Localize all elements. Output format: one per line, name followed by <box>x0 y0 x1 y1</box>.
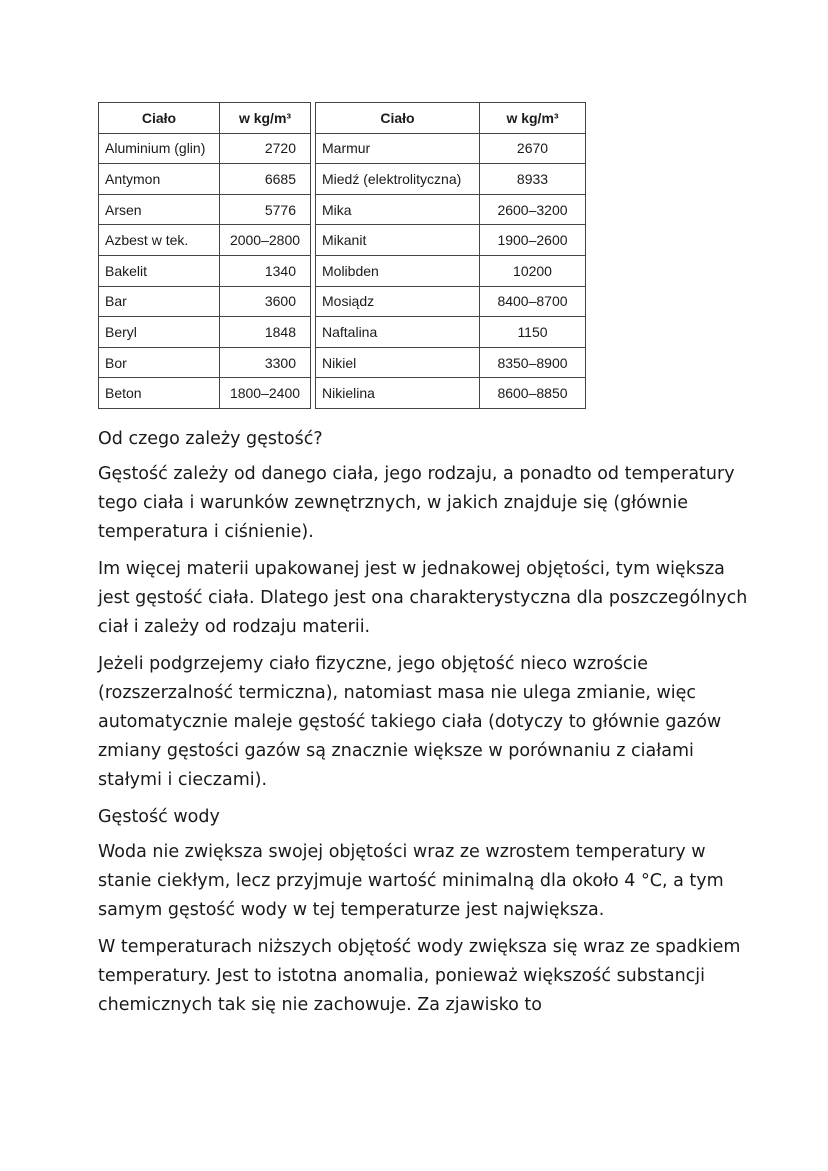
body-name: Beryl <box>99 317 220 348</box>
column-header-body: Ciało <box>99 103 220 134</box>
density-value: 2670 <box>480 133 586 164</box>
density-value: 1900–2600 <box>480 225 586 256</box>
table-row <box>99 225 311 256</box>
body-name: Aluminium (glin) <box>99 133 220 164</box>
density-value: 5776 <box>220 194 311 225</box>
body-name: Marmur <box>316 133 480 164</box>
body-name: Bar <box>99 286 220 317</box>
column-header-body: Ciało <box>316 103 480 134</box>
table-row <box>316 225 586 256</box>
body-name: Beton <box>99 378 220 409</box>
density-value: 3600 <box>220 286 311 317</box>
body-name: Azbest w tek. <box>99 225 220 256</box>
density-value: 2600–3200 <box>480 194 586 225</box>
table-row <box>99 317 311 348</box>
density-value: 1800–2400 <box>220 378 311 409</box>
body-name: Molibden <box>316 255 480 286</box>
table-row <box>99 194 311 225</box>
paragraph: Woda nie zwiększa swojej objętości wraz ze wzrostem temperatury w stanie ciekłym, lecz przyjmuje wartość minimalną dla około 4 °C, a tym samym gęstość wody w tej temperaturze jest największa. <box>98 842 724 920</box>
body-name: Mika <box>316 194 480 225</box>
table-row <box>99 378 311 409</box>
table-row <box>316 347 586 378</box>
body-name: Antymon <box>99 164 220 195</box>
density-value: 8600–8850 <box>480 378 586 409</box>
table-row <box>99 164 311 195</box>
table-row <box>99 286 311 317</box>
density-table-right <box>315 102 586 409</box>
body-name: Bakelit <box>99 255 220 286</box>
table-row <box>99 255 311 286</box>
density-value: 1340 <box>220 255 311 286</box>
density-value: 6685 <box>220 164 311 195</box>
paragraph: Gęstość zależy od danego ciała, jego rodzaju, a ponadto od temperatury tego ciała i warunków zewnętrznych, w jakich znajduje się (głównie temperatura i ciśnienie). <box>98 464 735 542</box>
document-body <box>98 425 758 1028</box>
table-header-row <box>316 103 586 134</box>
density-value: 8933 <box>480 164 586 195</box>
table-row <box>316 133 586 164</box>
body-name: Miedź (elektrolityczna) <box>316 164 480 195</box>
body-name: Mosiądz <box>316 286 480 317</box>
body-name: Arsen <box>99 194 220 225</box>
density-value: 8350–8900 <box>480 347 586 378</box>
table-row <box>316 164 586 195</box>
table-header-row <box>99 103 311 134</box>
column-header-density: w kg/m³ <box>480 103 586 134</box>
table-row <box>316 286 586 317</box>
density-value: 1150 <box>480 317 586 348</box>
density-value: 3300 <box>220 347 311 378</box>
density-value: 2000–2800 <box>220 225 311 256</box>
density-value: 10200 <box>480 255 586 286</box>
paragraph: Im więcej materii upakowanej jest w jednakowej objętości, tym większa jest gęstość ciała. Dlatego jest ona charakterystyczna dla poszczególnych ciał i zależy od rodzaju materii. <box>98 559 748 637</box>
body-name: Naftalina <box>316 317 480 348</box>
paragraph: W temperaturach niższych objętość wody zwiększa się wraz ze spadkiem temperatury. Jest to istotna anomalia, ponieważ większość substancji chemicznych tak się nie zachowuje. Za zjawisko to <box>98 937 741 1015</box>
density-tables <box>98 102 586 409</box>
density-table-left <box>98 102 311 409</box>
density-value: 1848 <box>220 317 311 348</box>
table-row <box>316 317 586 348</box>
table-row <box>316 255 586 286</box>
body-name: Nikiel <box>316 347 480 378</box>
section-heading-density-factors: Od czego zależy gęstość? <box>98 429 323 449</box>
paragraph: Jeżeli podgrzejemy ciało fizyczne, jego objętość nieco wzroście (rozszerzalność termiczna), natomiast masa nie ulega zmianie, więc automatycznie maleje gęstość takiego ciała (dotyczy to głównie gazów zmiany gęstości gazów są znacznie większe w porównaniu z ciałami stałymi i cieczami). <box>98 654 722 790</box>
density-value: 8400–8700 <box>480 286 586 317</box>
table-row <box>316 194 586 225</box>
column-header-density: w kg/m³ <box>220 103 311 134</box>
table-row <box>99 133 311 164</box>
body-name: Bor <box>99 347 220 378</box>
body-name: Mikanit <box>316 225 480 256</box>
body-name: Nikielina <box>316 378 480 409</box>
table-row <box>99 347 311 378</box>
density-value: 2720 <box>220 133 311 164</box>
table-row <box>316 378 586 409</box>
section-heading-water-density: Gęstość wody <box>98 807 220 827</box>
